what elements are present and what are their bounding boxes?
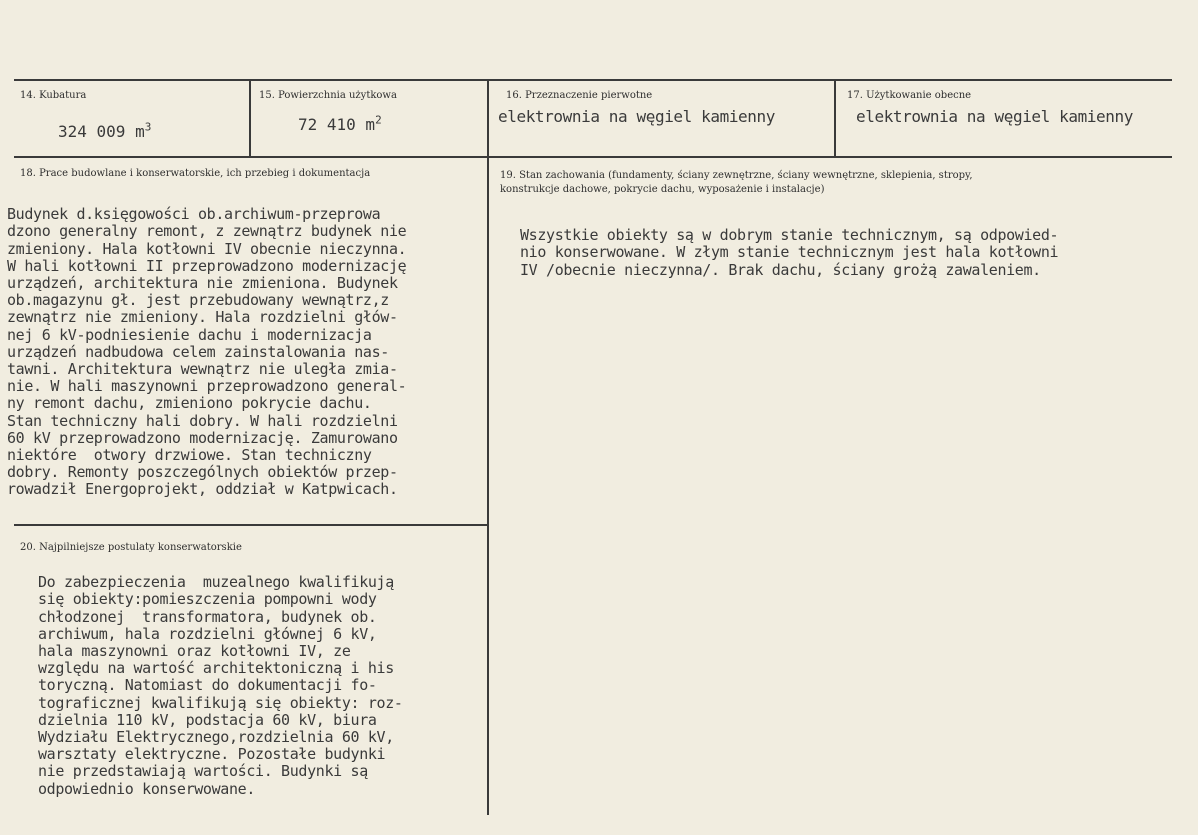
kubatura-exponent: 3 xyxy=(144,120,152,134)
text-line: Wydziału Elektrycznego,rozdzielnia 60 kV, xyxy=(38,728,394,747)
stan-label-line2: konstrukcje dachowe, pokrycie dachu, wyposażenie i instalacje) xyxy=(500,184,825,195)
divider-15-16 xyxy=(487,80,489,815)
text-line: Budynek d.księgowości ob.archiwum-przeprowa xyxy=(7,205,381,224)
kubatura-number: 324 009 m xyxy=(58,122,145,141)
text-line: toryczną. Natomiast do dokumentacji fo- xyxy=(38,676,377,695)
uzytkowanie-value: elektrownia na węgiel kamienny xyxy=(856,107,1133,126)
divider-14-15 xyxy=(249,80,251,157)
prace-label: 18. Prace budowlane i konserwatorskie, ich przebieg i dokumentacja xyxy=(20,168,371,179)
text-line: Do zabezpieczenia muzealnego kwalifikują xyxy=(38,573,394,592)
text-line: dzielnia 110 kV, podstacja 60 kV, biura xyxy=(38,710,377,729)
text-line: Stan techniczny hali dobry. W hali rozdzielni xyxy=(7,411,398,430)
text-line: dobry. Remonty poszczególnych obiektów przep- xyxy=(7,463,398,482)
text-line: zewnątrz nie zmieniony. Hala rozdzielni głów- xyxy=(7,308,398,327)
text-line: chłodzonej transformatora, budynek ob. xyxy=(38,607,377,626)
text-line: się obiekty:pomieszczenia pompowni wody xyxy=(38,590,377,609)
text-line: zmieniony. Hala kotłowni IV obecnie nieczynna. xyxy=(7,239,407,258)
divider-16-17 xyxy=(834,80,836,157)
uzytkowanie-label: 17. Użytkowanie obecne xyxy=(847,90,972,101)
top-rule xyxy=(14,79,1172,81)
middle-rule xyxy=(14,524,488,526)
text-line: tograficznej kwalifikują się obiekty: roz- xyxy=(38,693,403,712)
powierzchnia-number: 72 410 m xyxy=(298,115,376,134)
kubatura-value xyxy=(58,122,151,141)
powierzchnia-label: 15. Powierzchnia użytkowa xyxy=(259,90,397,101)
text-line: dzono generalny remont, z zewnątrz budynek nie xyxy=(7,222,407,241)
text-line: nej 6 kV-podniesienie dachu i modernizacja xyxy=(7,325,372,344)
text-line: rowadził Energoprojekt, oddział w Katpwicach. xyxy=(7,480,398,499)
text-line: hala maszynowni oraz kotłowni IV, ze xyxy=(38,642,351,661)
text-line: urządzeń nadbudowa celem zainstalowania nas- xyxy=(7,342,389,361)
text-line: ny remont dachu, zmieniono pokrycie dachu. xyxy=(7,394,372,413)
text-line: archiwum, hala rozdzielni głównej 6 kV, xyxy=(38,624,377,643)
text-line: warsztaty elektryczne. Pozostałe budynki xyxy=(38,745,386,764)
text-line: tawni. Architektura wewnątrz nie uległa zmia- xyxy=(7,360,398,379)
stan-label-line1: 19. Stan zachowania (fundamenty, ściany zewnętrzne, ściany wewnętrzne, sklepienia, stropy, xyxy=(500,170,973,181)
postulaty-text xyxy=(38,557,403,815)
stan-text xyxy=(520,209,1058,297)
text-line: urządzeń, architektura nie zmieniona. Budynek xyxy=(7,274,398,293)
text-line: niektóre otwory drzwiowe. Stan techniczny xyxy=(7,446,372,465)
kubatura-label: 14. Kubatura xyxy=(20,90,87,101)
przeznaczenie-label: 16. Przeznaczenie pierwotne xyxy=(506,90,653,101)
powierzchnia-exponent: 2 xyxy=(375,113,382,127)
przeznaczenie-value: elektrownia na węgiel kamienny xyxy=(498,107,775,126)
prace-text xyxy=(7,189,406,516)
postulaty-label: 20. Najpilniejsze postulaty konserwatorskie xyxy=(20,542,242,553)
text-line: ob.magazynu gł. jest przebudowany wewnątrz,z xyxy=(7,291,389,310)
text-line: względu na wartość architektoniczną i his xyxy=(38,659,394,678)
text-line: Wszystkie obiekty są w dobrym stanie technicznym, są odpowied- xyxy=(520,225,1059,244)
text-line: W hali kotłowni II przeprowadzono modernizację xyxy=(7,256,407,275)
text-line: IV /obecnie nieczynna/. Brak dachu, ściany grożą zawaleniem. xyxy=(520,260,1041,279)
powierzchnia-value xyxy=(298,115,382,134)
text-line: nie przedstawiają wartości. Budynki są xyxy=(38,762,368,781)
header-bottom-rule xyxy=(14,156,1172,158)
text-line: nio konserwowane. W złym stanie technicznym jest hala kotłowni xyxy=(520,243,1059,261)
text-line: odpowiednio konserwowane. xyxy=(38,779,256,798)
text-line: nie. W hali maszynowni przeprowadzono general- xyxy=(7,377,407,396)
text-line: 60 kV przeprowadzono modernizację. Zamurowano xyxy=(7,428,398,447)
